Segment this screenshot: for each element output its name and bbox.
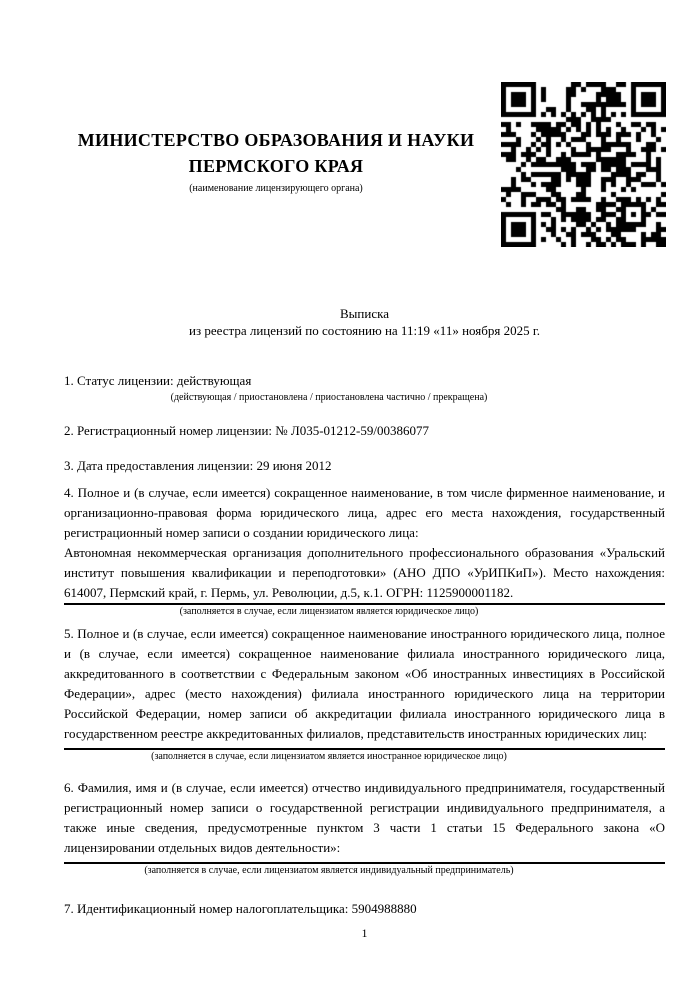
field-license-status-text: 1. Статус лицензии: действующая (64, 373, 252, 388)
field-legal-entity-value: Автономная некоммерческая организация дополнительного профессионального образования «Уральский институт повышения квалификации и переподготовки» (АНО ДПО «УрИПКиП»). Место нахождения: 614007, Пермский край, г. Пермь, ул. Революции, д.5, к.1. ОГРН: 1125900001182. (64, 545, 665, 600)
document-title (64, 305, 665, 339)
field-individual-entrepreneur (64, 778, 665, 877)
qr-code-icon (501, 82, 666, 247)
field-license-status-caption: (действующая / приостановлена / приостановлена частично / прекращена) (170, 392, 488, 403)
page-number: 1 (361, 926, 368, 940)
field-taxpayer-number (64, 899, 665, 919)
field-taxpayer-number-text: 7. Идентификационный номер налогоплательщика: 5904988880 (64, 901, 417, 916)
field-legal-entity (64, 483, 665, 618)
field-license-date-text: 3. Дата предоставления лицензии: 29 июня 2012 (64, 458, 332, 473)
field-individual-entrepreneur-label: 6. Фамилия, имя и (в случае, если имеется) отчество индивидуального предпринимателя, государственный регистрационный номер записи о государственной регистрации индивидуального предпринимателя, а также иные сведения, предусмотренные пунктом 3 части 1 статьи 15 Федерального закона «О лицензировании отдельных видов деятельности»: (64, 780, 665, 855)
document-title-line2: из реестра лицензий по состоянию на 11:19 «11» ноября 2025 г. (189, 323, 540, 338)
ministry-name-line1: МИНИСТЕРСТВО ОБРАЗОВАНИЯ И НАУКИ (77, 130, 475, 150)
document-title-line1: Выписка (340, 306, 389, 321)
document-body (64, 305, 665, 919)
field-license-date (64, 456, 665, 476)
field-legal-entity-label: 4. Полное и (в случае, если имеется) сокращенное наименование, в том числе фирменное наименование, и организационно-правовая форма юридического лица, адрес его места нахождения, государственный регистрационный номер записи о создании юридического лица: (64, 485, 665, 540)
ministry-header (64, 127, 488, 195)
field-registration-number (64, 421, 665, 441)
field-foreign-entity-caption: (заполняется в случае, если лицензиатом является иностранное юридическое лицо) (151, 751, 507, 762)
ministry-name-line2: ПЕРМСКОГО КРАЯ (188, 156, 364, 176)
ministry-name-caption: (наименование лицензирующего органа) (189, 183, 363, 194)
field-license-status (64, 371, 665, 404)
field-foreign-entity (64, 624, 665, 763)
field-registration-number-text: 2. Регистрационный номер лицензии: № Л035-01212-59/00386077 (64, 423, 430, 438)
field-individual-entrepreneur-caption: (заполняется в случае, если лицензиатом является индивидуальный предприниматель) (144, 865, 514, 876)
field-legal-entity-caption: (заполняется в случае, если лицензиатом является юридическое лицо) (179, 606, 479, 617)
qr-code-canvas (501, 82, 666, 247)
field-foreign-entity-label: 5. Полное и (в случае, если имеется) сокращенное наименование иностранного юридического лица, полное и (в случае, если имеется) сокращенное наименование филиала иностранного юридического лица, аккредитованного в соответствии с Федеральным законом «Об иностранных инвестициях в Российской Федерации», адрес (место нахождения) филиала иностранного юридического лица на территории Российской Федерации, номер записи об аккредитации филиала иностранного юридического лица в государственном реестре аккредитованных филиалов, представительств иностранных юридических лиц: (64, 626, 665, 741)
